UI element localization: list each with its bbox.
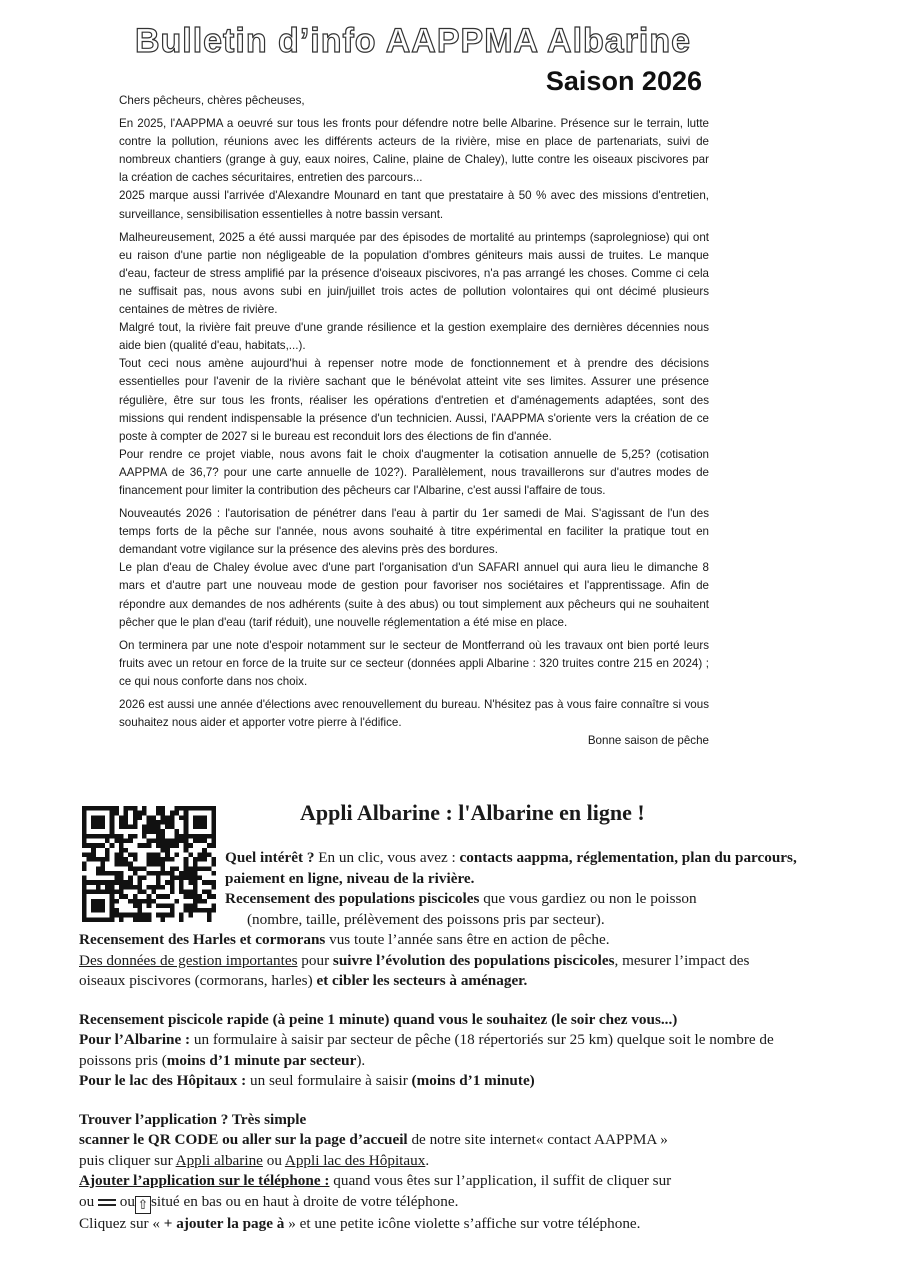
qr-module bbox=[87, 834, 92, 839]
qr-module bbox=[198, 834, 203, 839]
qr-module bbox=[110, 825, 115, 830]
qr-module bbox=[179, 806, 184, 811]
qr-module bbox=[82, 838, 87, 843]
app-section bbox=[79, 848, 799, 1234]
link-appli-lac[interactable]: Appli lac des Hôpitaux bbox=[284, 1151, 426, 1169]
q-interet: Quel intérêt ? bbox=[225, 849, 315, 866]
qr-module bbox=[100, 820, 105, 825]
letter-paragraph: Malheureusement, 2025 a été aussi marquée par des épisodes de mortalité au printemps (saprolegniose) qui ont eu raison d'une partie non négligeable de la population d'ombres géniteurs mais aussi de truites. Le manque d'eau, facteur de stress amplifié par la présence d'oiseaux piscivores, n'a pas arrangé les choses. Comme ci cela ne suffisait pas, nous avons subi en juin/juillet trois actes de pollution volontaires qui ont décimé plusieurs centaines de mètres de rivière. bbox=[119, 230, 709, 317]
text: un seul formulaire à saisir bbox=[246, 1072, 412, 1089]
qr-module bbox=[161, 806, 166, 811]
qr-module bbox=[156, 820, 161, 825]
recens-pop: Recensement des populations piscicoles bbox=[225, 890, 480, 907]
qr-module bbox=[91, 815, 96, 820]
qr-module bbox=[114, 806, 119, 811]
qr-module bbox=[184, 838, 189, 843]
qr-module bbox=[184, 820, 189, 825]
donnees-gestion: Des données de gestion importantes bbox=[79, 951, 298, 969]
greeting: Chers pêcheurs, chères pêcheuses, bbox=[119, 94, 305, 107]
text: , mesurer l’impact des oiseaux piscivores (cormorans, harles) bbox=[79, 951, 750, 989]
qr-module bbox=[133, 834, 138, 839]
page-title: Bulletin d’info AAPPMA Albarine bbox=[134, 22, 692, 60]
qr-module bbox=[147, 820, 152, 825]
qr-module bbox=[156, 838, 161, 843]
letter-paragraph: Tout ceci nous amène aujourd'hui à repenser notre mode de fonctionnement et à prendre des décisions essentielles pour l'avenir de la rivière sachant que le bénévolat atteint vite ses limites. Assurer une présence régulière, être sur tous les fronts, réaliser les opérations d'entretien et d'aménagements adaptées, sont des missions qui rendent indispensable la présence d'un technicien. Aussi, l'AAPPMA s'oriente vers la création de ce poste à compter de 2027 si le bureau est reconduit lors des élections de fin d'année. bbox=[119, 357, 709, 443]
qr-module bbox=[91, 834, 96, 839]
qr-module bbox=[110, 806, 115, 811]
qr-module bbox=[161, 811, 166, 816]
qr-module bbox=[100, 815, 105, 820]
qr-module bbox=[174, 838, 179, 843]
president-letter bbox=[119, 92, 709, 750]
letter-paragraph: Malgré tout, la rivière fait preuve d'une grande résilience et la gestion exemplaire des dernières décennies nous aide bien (qualité d'eau, habitats,...). bbox=[119, 321, 709, 353]
trouver: Trouver l’application ? Très simple bbox=[79, 1110, 307, 1128]
qr-module bbox=[151, 820, 156, 825]
qr-module bbox=[82, 811, 87, 816]
qr-module bbox=[142, 811, 147, 816]
qr-module bbox=[124, 806, 129, 811]
link-appli-albarine[interactable]: Appli albarine bbox=[175, 1151, 263, 1169]
qr-module bbox=[82, 815, 87, 820]
qr-module bbox=[165, 820, 170, 825]
qr-module bbox=[147, 825, 152, 830]
text: pour bbox=[297, 951, 333, 969]
text: ou bbox=[115, 1192, 135, 1210]
qr-module bbox=[124, 838, 129, 843]
qr-module bbox=[133, 820, 138, 825]
menu-icon bbox=[98, 1196, 116, 1209]
qr-module bbox=[202, 806, 207, 811]
qr-module bbox=[91, 820, 96, 825]
qr-module bbox=[133, 811, 138, 816]
qr-module bbox=[156, 811, 161, 816]
qr-module bbox=[184, 829, 189, 834]
qr-module bbox=[184, 825, 189, 830]
signoff: Bonne saison de pêche bbox=[587, 734, 709, 748]
qr-module bbox=[114, 838, 119, 843]
qr-module bbox=[211, 820, 216, 825]
qr-module bbox=[110, 829, 115, 834]
qr-module bbox=[198, 838, 203, 843]
qr-module bbox=[184, 834, 189, 839]
qr-module bbox=[198, 825, 203, 830]
text: ). bbox=[356, 1051, 366, 1069]
text: vus toute l’année sans être en action de pêche. bbox=[325, 931, 610, 948]
qr-module bbox=[105, 838, 110, 843]
qr-module bbox=[156, 806, 161, 811]
qr-module bbox=[96, 806, 101, 811]
qr-module bbox=[128, 825, 133, 830]
letter-paragraph: On terminera par une note d'espoir notamment sur le secteur de Montferrand où les travaux ont bien porté leurs fruits avec un retour en force de la truite sur ce secteur (données appli Albarine : 320 truites contre 215 en 2024) ; ce qui nous conforte dans nos choix. bbox=[119, 638, 709, 688]
qr-module bbox=[184, 806, 189, 811]
qr-module bbox=[133, 825, 138, 830]
ajouter-app: Ajouter l’application sur le téléphone : bbox=[79, 1172, 330, 1189]
qr-module bbox=[133, 806, 138, 811]
qr-module bbox=[198, 806, 203, 811]
qr-module bbox=[110, 815, 115, 820]
moins-minute: moins d’1 minute par secteur bbox=[166, 1051, 357, 1069]
qr-module bbox=[128, 834, 133, 839]
qr-module bbox=[174, 806, 179, 811]
qr-module bbox=[193, 820, 198, 825]
qr-module bbox=[202, 820, 207, 825]
qr-module bbox=[202, 834, 207, 839]
qr-module bbox=[211, 806, 216, 811]
qr-module bbox=[174, 834, 179, 839]
qr-module bbox=[105, 834, 110, 839]
text: quand vous êtes sur l’application, il suffit de cliquer sur bbox=[329, 1172, 672, 1189]
qr-module bbox=[161, 834, 166, 839]
qr-module bbox=[193, 825, 198, 830]
cibler: et cibler les secteurs à aménager. bbox=[316, 972, 528, 989]
qr-module bbox=[96, 825, 101, 830]
qr-module bbox=[91, 806, 96, 811]
qr-module bbox=[100, 806, 105, 811]
qr-module bbox=[188, 806, 193, 811]
qr-module bbox=[184, 815, 189, 820]
scanner: scanner le QR CODE ou aller sur la page d’accueil bbox=[79, 1131, 408, 1148]
qr-module bbox=[110, 820, 115, 825]
qr-module bbox=[119, 825, 124, 830]
qr-module bbox=[161, 829, 166, 834]
qr-module bbox=[151, 838, 156, 843]
qr-module bbox=[124, 825, 129, 830]
moins-minute-lac: (moins d’1 minute) bbox=[411, 1072, 535, 1089]
qr-module bbox=[124, 815, 129, 820]
share-icon: ⇧ bbox=[135, 1196, 151, 1214]
qr-module bbox=[202, 825, 207, 830]
qr-module bbox=[119, 820, 124, 825]
qr-module bbox=[174, 811, 179, 816]
qr-module bbox=[133, 815, 138, 820]
qr-module bbox=[156, 825, 161, 830]
qr-module bbox=[128, 838, 133, 843]
qr-module bbox=[174, 829, 179, 834]
qr-module bbox=[202, 815, 207, 820]
qr-module bbox=[188, 834, 193, 839]
qr-module bbox=[124, 811, 129, 816]
qr-module bbox=[96, 820, 101, 825]
qr-module bbox=[211, 829, 216, 834]
text: situé en bas ou en haut à droite de votre téléphone. bbox=[150, 1192, 459, 1210]
qr-module bbox=[198, 820, 203, 825]
qr-module bbox=[161, 815, 166, 820]
qr-module bbox=[198, 815, 203, 820]
text: En un clic, vous avez : bbox=[314, 849, 460, 866]
text: que vous gardiez ou non le poisson bbox=[479, 890, 697, 907]
qr-module bbox=[170, 811, 175, 816]
qr-module bbox=[114, 811, 119, 816]
qr-module bbox=[207, 806, 212, 811]
qr-module bbox=[96, 815, 101, 820]
qr-module bbox=[119, 838, 124, 843]
pour-lac: Pour le lac des Hôpitaux : bbox=[79, 1072, 247, 1089]
qr-module bbox=[110, 834, 115, 839]
recens-detail: (nombre, taille, prélèvement des poissons pris par secteur). bbox=[247, 910, 605, 928]
letter-paragraph: 2025 marque aussi l'arrivée d'Alexandre Mounard en tant que prestataire à 50 % avec des missions d'entretien, surveillance, sensibilisation essentielles à notre bassin versant. bbox=[119, 189, 709, 221]
qr-module bbox=[165, 825, 170, 830]
qr-module bbox=[147, 815, 152, 820]
recens-rapide: Recensement piscicole rapide (à peine 1 minute) quand vous le souhaitez (le soir chez vous...) bbox=[79, 1010, 678, 1028]
qr-module bbox=[82, 829, 87, 834]
qr-module bbox=[82, 834, 87, 839]
qr-module bbox=[184, 811, 189, 816]
qr-module bbox=[207, 834, 212, 839]
app-section-title: Appli Albarine : l'Albarine en ligne ! bbox=[300, 800, 645, 825]
qr-module bbox=[202, 838, 207, 843]
qr-module bbox=[179, 838, 184, 843]
qr-module bbox=[137, 815, 142, 820]
qr-module bbox=[110, 811, 115, 816]
qr-module bbox=[142, 834, 147, 839]
text: puis cliquer sur bbox=[79, 1151, 176, 1169]
text: » et une petite icône violette s’affiche sur votre téléphone. bbox=[284, 1214, 641, 1232]
qr-module bbox=[211, 834, 216, 839]
qr-module bbox=[105, 806, 110, 811]
qr-module bbox=[82, 820, 87, 825]
text: de notre site internet« contact AAPPMA » bbox=[407, 1131, 668, 1148]
qr-module bbox=[124, 820, 129, 825]
qr-module bbox=[142, 825, 147, 830]
pour-albarine: Pour l’Albarine : bbox=[79, 1031, 191, 1048]
qr-module bbox=[151, 815, 156, 820]
letter-paragraph: Le plan d'eau de Chaley évolue avec d'une part l'organisation d'un SAFARI annuel qui aura lieu le dimanche 8 mars et d'autre part une nouveau mode de gestion pour favoriser nos sociétaires et l'apprentissage. Afin de répondre aux demandes de nos adhérents (suite à des abus) ou tout simplement aux pêcheurs qui ne souhaitent pêcher que le plan d'eau (tarif réduit), une nouvelle réglementation a été mise en place. bbox=[119, 561, 709, 629]
qr-module bbox=[179, 834, 184, 839]
qr-module bbox=[170, 825, 175, 830]
qr-module bbox=[119, 834, 124, 839]
qr-module bbox=[142, 806, 147, 811]
letter-paragraph: Pour rendre ce projet viable, nous avons fait le choix d'augmenter la cotisation annuelle de 5,25? (cotisation AAPPMA de 36,7? pour une carte annuelle de 102?). Parallèlement, nous travaillerons sur d'autres modes de financement pour limiter la contribution des pêcheurs car l'Albarine, c'est aussi l'affaire de tous. bbox=[119, 447, 709, 497]
qr-module bbox=[156, 829, 161, 834]
features: contacts aappma, réglementation, plan du parcours, paiement en ligne, niveau de la rivière. bbox=[225, 849, 797, 887]
qr-module bbox=[165, 838, 170, 843]
qr-module bbox=[193, 806, 198, 811]
text: ou bbox=[262, 1151, 285, 1169]
qr-module bbox=[119, 815, 124, 820]
harles: Recensement des Harles et cormorans bbox=[79, 931, 326, 948]
qr-module bbox=[147, 829, 152, 834]
qr-module bbox=[161, 838, 166, 843]
qr-module bbox=[128, 806, 133, 811]
text: Cliquez sur « bbox=[79, 1214, 164, 1232]
qr-module bbox=[193, 815, 198, 820]
qr-module bbox=[137, 811, 142, 816]
qr-module bbox=[100, 825, 105, 830]
qr-module bbox=[151, 825, 156, 830]
letter-paragraph: 2026 est aussi une année d'élections avec renouvellement du bureau. N'hésitez pas à vous faire connaître si vous souhaitez nous aider et apporter votre pierre à l'édifice. bbox=[119, 698, 709, 730]
qr-module bbox=[170, 820, 175, 825]
qr-module bbox=[211, 838, 216, 843]
qr-module bbox=[165, 815, 170, 820]
qr-module bbox=[211, 811, 216, 816]
ajouter-page: + ajouter la page à bbox=[163, 1214, 285, 1232]
text: un formulaire à saisir par secteur de pêche (18 répertoriés sur 25 km) quelque soit le nombre de poissons pris ( bbox=[79, 1031, 774, 1069]
qr-module bbox=[142, 829, 147, 834]
text: . bbox=[425, 1151, 430, 1169]
qr-module bbox=[211, 815, 216, 820]
qr-module bbox=[82, 806, 87, 811]
qr-module bbox=[100, 834, 105, 839]
qr-module bbox=[156, 834, 161, 839]
letter-paragraph: Nouveautés 2026 : l'autorisation de pénétrer dans l'eau à partir du 1er samedi de Mai. S'agissant de l'un des temps forts de la pêche sur l'année, nous avons souhaité à titre expérimental en faciliter la pratique tout en demandant votre vigilance sur la présence des alevins près des bordures. bbox=[119, 507, 709, 557]
qr-module bbox=[179, 815, 184, 820]
qr-module bbox=[91, 825, 96, 830]
qr-module bbox=[193, 838, 198, 843]
qr-module bbox=[211, 825, 216, 830]
qr-module bbox=[193, 834, 198, 839]
qr-module bbox=[151, 829, 156, 834]
qr-module bbox=[147, 838, 152, 843]
qr-module bbox=[170, 838, 175, 843]
qr-module bbox=[170, 815, 175, 820]
season-label: Saison 2026 bbox=[545, 66, 702, 96]
suivre: suivre l’évolution des populations piscicoles bbox=[332, 951, 615, 969]
qr-module bbox=[96, 834, 101, 839]
qr-module bbox=[82, 825, 87, 830]
qr-module bbox=[161, 820, 166, 825]
qr-module bbox=[87, 806, 92, 811]
letter-paragraph: En 2025, l'AAPPMA a oeuvré sur tous les fronts pour défendre notre belle Albarine. Présence sur le terrain, lutte contre la pollution, réunions avec les différents acteurs de la rivière, mise en place de partenariats, suivi de nombreux chantiers (grange à guy, eaux noires, Caline, plaine de Chaley), lutte contre les oiseaux piscivores par la création de caches sécuritaires, entretien des parcours... bbox=[119, 117, 709, 185]
qr-module bbox=[114, 834, 119, 839]
text: ou bbox=[79, 1192, 98, 1210]
